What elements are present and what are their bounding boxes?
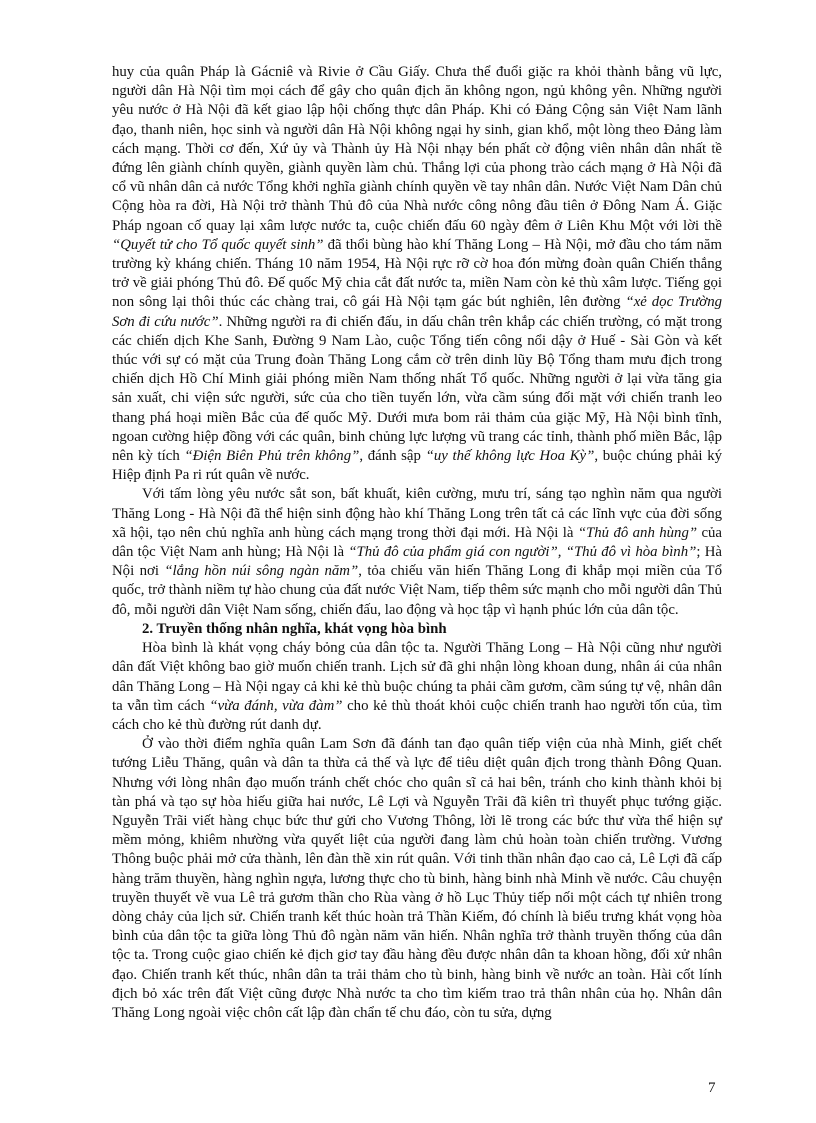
text-run: ; Hà Nội nơi [112,544,722,580]
quoted-phrase: “xẻ dọc Trường Sơn đi cứu nước” [112,294,722,330]
section-heading: 2. Truyền thống nhân nghĩa, khát vọng hòa bình [142,620,447,637]
quoted-phrase: “uy thế không lực Hoa Kỳ” [425,448,595,465]
page-number: 7 [708,1080,716,1096]
text-run: của dân tộc Việt Nam anh hùng; Hà Nội là [112,524,723,561]
quoted-phrase: “Quyết tử cho Tổ quốc quyết sinh” [112,236,324,253]
text-run: cho kẻ thù thoát khỏi cuộc chiến tranh hao người tốn của, tìm cách cho kẻ thù đường rút danh dự. [112,697,722,733]
quoted-phrase: “Thủ đô của phẩm giá con người”, “Thủ đô vì hòa bình” [348,544,697,561]
page-content [112,63,722,1023]
text-run: , buộc chúng phải ký Hiệp định Pa ri rút quân về nước. [112,448,722,484]
text-run: , đánh sập [359,448,426,465]
text-run: Ở vào thời điểm nghĩa quân Lam Sơn đã đánh tan đạo quân tiếp viện của nhà Minh, giết chết tướng Liễu Thăng, quân và dân ta thừa cả thế và lực để tiêu diệt quân địch trong thành Đông Quan. Nhưng với lòng nhân đạo muốn tránh chết chóc cho quân sĩ cả hai bên, tránh cho kinh thành khỏi bị tàn phá và tạo sự hòa hiếu giữa hai nước, Lê Lợi và Nguyễn Trãi đã kiên trì thuyết phục tướng giặc. Nguyễn Trãi viết hàng chục bức thư gửi cho Vương Thông, lời lẽ trong các bức thư vừa thể hiện sự mềm mỏng, khiêm nhường vừa quyết liệt của người đang làm chủ hoàn toàn chiến trường. Vương Thông buộc phải mở cửa thành, lên đàn thề xin rút quân. Với tinh thần nhân đạo cao cả, Lê Lợi đã cấp hàng trăm thuyền, hàng nghìn ngựa, lương thực cho tù binh, hàng binh nhà Minh về nước. Câu chuyện truyền thuyết về vua Lê trả gươm thần cho Rùa vàng ở hồ Lục Thủy tiếp nối một cách tự nhiên trong dòng chảy của lịch sử. Chiến tranh kết thúc hoàn trả Thần Kiếm, đó chính là biểu trưng khát vọng hòa bình của dân tộc ta giữa lòng Thủ đô ngàn năm văn hiến. Nhân nghĩa trở thành truyền thống của dân tộc ta. Trong cuộc giao chiến kẻ địch giơ tay đầu hàng đều được nhân dân ta khoan hồng, đối xử nhân đạo. Chiến tranh kết thúc, nhân dân ta trải thảm cho tù binh, hàng binh về nước an toàn. Hài cốt lính địch bỏ xác trên đất Việt cũng được Nhà nước ta cho tìm kiếm trao trả thân nhân của họ. Nhân dân Thăng Long ngoài việc chôn cất lập đàn chẩn tế chu đáo, còn tu sửa, dựng [112,736,722,1021]
quoted-phrase: “Thủ đô anh hùng” [577,524,698,541]
text-run: . Những người ra đi chiến đấu, in dấu chân trên khắp các chiến trường, có mặt trong các chiến dịch Khe Sanh, Đường 9 Nam Lào, cuộc Tổng tiến công nổi dậy ở Huế - Sài Gòn và kết thúc với sự có mặt của Trung đoàn Thăng Long cắm cờ trên dinh lũy Bộ Tổng tham mưu địch trong chiến dịch Hồ Chí Minh giải phóng miền Nam thống nhất Tổ quốc. Những người ở lại vừa tăng gia sản xuất, chi viện sức người, sức của cho tiền tuyến lớn, vừa cầm súng đối mặt với chiến tranh leo thang phá hoại miền Bắc của đế quốc Mỹ. Dưới mưa bom rải thảm của giặc Mỹ, Hà Nội bình tĩnh, ngoan cường hiệp đồng với các quân, binh chủng lực lượng vũ trang các tỉnh, thành phố miền Bắc, lập nên kỳ tích [112,313,722,465]
text-run: , tỏa chiếu văn hiến Thăng Long đi khắp mọi miền của Tổ quốc, trở thành niềm tự hào chung của đất nước Việt Nam, tiếp thêm sức mạnh cho mỗi người dân Thủ đô, mỗi người dân Việt Nam sống, chiến đấu, lao động và học tập vì hạnh phúc lớn của dân tộc. [112,563,722,618]
quoted-phrase: “lắng hồn núi sông ngàn năm” [164,563,359,580]
text-run: đã thổi bùng hào khí Thăng Long – Hà Nội, mở đầu cho tám năm trường kỳ kháng chiến. Tháng 10 năm 1954, Hà Nội rực rỡ cờ hoa đón mừng đoàn quân Chiến thắng trở về giải phóng Thủ đô. Đế quốc Mỹ chia cắt đất nước ta, miền Nam còn kẻ thù xâm lược. Tiếng gọi non sông lại thôi thúc các chàng trai, cô gái Hà Nội tạm gác bút nghiên, lên đường [112,236,722,311]
quoted-phrase: “vừa đánh, vừa đàm” [209,697,343,714]
paragraph-2 [112,485,722,619]
text-run: huy của quân Pháp là Gácniê và Rivie ở Cầu Giấy. Chưa thể đuổi giặc ra khỏi thành bằng vũ lực, người dân Hà Nội tìm mọi cách để gây cho quân địch ăn không ngon, ngủ không yên. Những người yêu nước ở Hà Nội đã kết giao lập hội chống thực dân Pháp. Khi có Đảng Cộng sản Việt Nam lãnh đạo, thanh niên, học sinh và người dân Hà Nội không ngại hy sinh, gian khổ, một lòng theo Đảng làm cách mạng. Thời cơ đến, Xứ ủy và Thành ủy Hà Nội nhạy bén phất cờ động viên nhân dân nhất tề đứng lên giành chính quyền, giành quyền làm chủ. Thắng lợi của phong trào cách mạng ở Hà Nội đã cổ vũ nhân dân cả nước Tổng khởi nghĩa giành chính quyền về tay nhân dân. Nước Việt Nam Dân chủ Cộng hòa ra đời, Hà Nội trở thành Thủ đô của Nhà nước công nông đầu tiên ở Đông Nam Á. Giặc Pháp ngoan cố quay lại xâm lược nước ta, cuộc chiến đấu 60 ngày đêm ở Liên Khu Một với lời thề [112,64,722,234]
paragraph-3 [112,639,722,735]
paragraph-1 [112,63,722,485]
text-run: Hòa bình là khát vọng cháy bỏng của dân tộc ta. Người Thăng Long – Hà Nội cũng như người dân đất Việt không bao giờ muốn chiến tranh. Lịch sử đã ghi nhận lòng khoan dung, nhân ái của nhân dân Thăng Long – Hà Nội ngay cả khi kẻ thù buộc chúng ta phải cầm gươm, cầm súng tự vệ, nhân dân ta vẫn tìm cách [112,640,722,714]
paragraph-4 [112,735,722,1023]
text-run: Với tấm lòng yêu nước sắt son, bất khuất, kiên cường, mưu trí, sáng tạo nghìn năm qua người Thăng Long - Hà Nội đã thể hiện sinh động hào khí Thăng Long trên tất cả các lĩnh vực của đời sống xã hội, tạo nên chủ nghĩa anh hùng cách mạng trong thời đại mới. Hà Nội là [112,486,722,541]
quoted-phrase: “Điện Biên Phủ trên không” [184,448,360,465]
